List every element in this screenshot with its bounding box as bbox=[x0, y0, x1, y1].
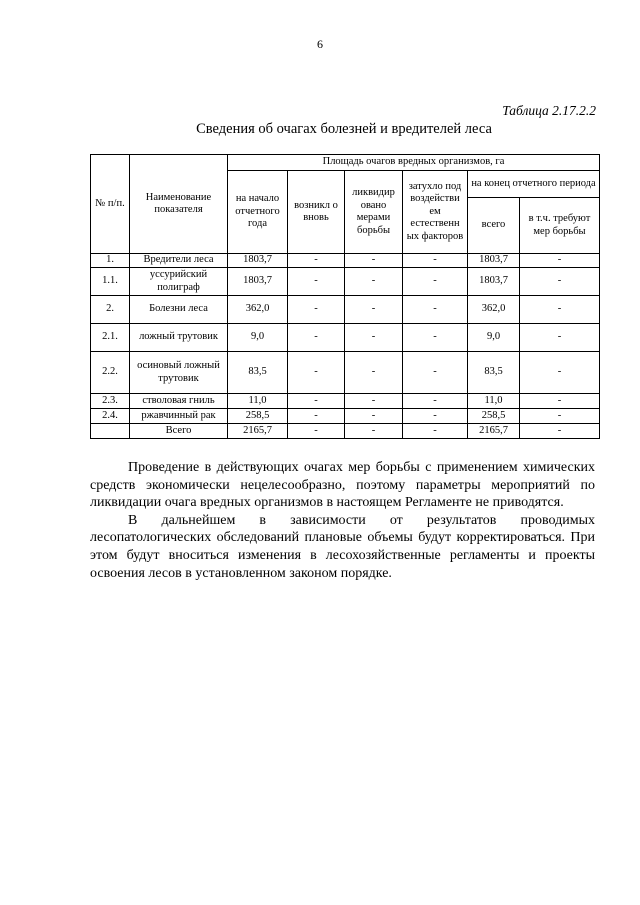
cell-liquidated: - bbox=[345, 424, 403, 439]
paragraph-measures: Проведение в действующих очагах мер борьбы с применением химических средств экономически нецелесообразно, поэтому параметры мероприятий по ликвидации очага вредных организмов в настоящем Регламенте не приводятся. bbox=[90, 460, 595, 511]
cell-new: - bbox=[288, 254, 345, 268]
cell-num: 1. bbox=[91, 254, 130, 268]
cell-start: 258,5 bbox=[228, 409, 288, 424]
cell-end-total: 9,0 bbox=[468, 324, 520, 352]
header-num: № п/п. bbox=[91, 155, 130, 254]
cell-end-total: 1803,7 bbox=[468, 254, 520, 268]
pest-outbreak-table bbox=[90, 154, 600, 439]
cell-liquidated: - bbox=[345, 296, 403, 324]
table-row bbox=[91, 268, 600, 296]
cell-start: 11,0 bbox=[228, 394, 288, 409]
cell-start: 2165,7 bbox=[228, 424, 288, 439]
cell-faded: - bbox=[403, 394, 468, 409]
cell-end-control: - bbox=[520, 268, 600, 296]
cell-faded: - bbox=[403, 409, 468, 424]
header-liquidated: ликвидир овано мерами борьбы bbox=[345, 171, 403, 254]
cell-liquidated: - bbox=[345, 394, 403, 409]
table-row bbox=[91, 324, 600, 352]
cell-liquidated: - bbox=[345, 268, 403, 296]
cell-end-control: - bbox=[520, 352, 600, 394]
header-end-control: в т.ч. требуют мер борьбы bbox=[520, 198, 600, 254]
table-row bbox=[91, 394, 600, 409]
body-text bbox=[90, 459, 595, 582]
cell-name: Всего bbox=[130, 424, 228, 439]
cell-liquidated: - bbox=[345, 409, 403, 424]
table-row-total bbox=[91, 424, 600, 439]
cell-name: стволовая гниль bbox=[130, 394, 228, 409]
cell-num: 2.3. bbox=[91, 394, 130, 409]
cell-num: 1.1. bbox=[91, 268, 130, 296]
cell-faded: - bbox=[403, 268, 468, 296]
table-title: Сведения об очагах болезней и вредителей леса bbox=[196, 121, 492, 137]
cell-end-total: 1803,7 bbox=[468, 268, 520, 296]
paragraph-adjustments: В дальнейшем в зависимости от результатов проводимых лесопатологических обследований плановые объемы будут корректироваться. При этом будут вноситься изменения в лесохозяйственные регламенты и проекты освоения лесов в установленном законом порядке. bbox=[90, 512, 595, 581]
table-row bbox=[91, 254, 600, 268]
table-row bbox=[91, 352, 600, 394]
cell-end-control: - bbox=[520, 409, 600, 424]
cell-start: 1803,7 bbox=[228, 254, 288, 268]
cell-new: - bbox=[288, 394, 345, 409]
table-row bbox=[91, 409, 600, 424]
header-end-total: всего bbox=[468, 198, 520, 254]
header-name: Наименование показателя bbox=[130, 155, 228, 254]
cell-end-total: 2165,7 bbox=[468, 424, 520, 439]
header-new: возникл о вновь bbox=[288, 171, 345, 254]
cell-new: - bbox=[288, 409, 345, 424]
cell-name: ложный трутовик bbox=[130, 324, 228, 352]
cell-new: - bbox=[288, 324, 345, 352]
cell-faded: - bbox=[403, 296, 468, 324]
header-faded: затухло под воздействи ем естественн ых факторов bbox=[403, 171, 468, 254]
cell-num: 2.4. bbox=[91, 409, 130, 424]
cell-name: уссурийский полиграф bbox=[130, 268, 228, 296]
table-row bbox=[91, 296, 600, 324]
page-number: 6 bbox=[317, 37, 323, 51]
cell-new: - bbox=[288, 296, 345, 324]
cell-name: осиновый ложный трутовик bbox=[130, 352, 228, 394]
cell-start: 83,5 bbox=[228, 352, 288, 394]
cell-num: 2. bbox=[91, 296, 130, 324]
cell-faded: - bbox=[403, 352, 468, 394]
cell-faded: - bbox=[403, 424, 468, 439]
cell-end-control: - bbox=[520, 324, 600, 352]
cell-num: 2.2. bbox=[91, 352, 130, 394]
cell-faded: - bbox=[403, 254, 468, 268]
cell-name: ржавчинный рак bbox=[130, 409, 228, 424]
cell-liquidated: - bbox=[345, 352, 403, 394]
cell-end-control: - bbox=[520, 424, 600, 439]
cell-end-total: 362,0 bbox=[468, 296, 520, 324]
cell-name: Вредители леса bbox=[130, 254, 228, 268]
cell-start: 9,0 bbox=[228, 324, 288, 352]
cell-end-control: - bbox=[520, 296, 600, 324]
cell-num bbox=[91, 424, 130, 439]
header-end-group: на конец отчетного периода bbox=[468, 171, 600, 198]
cell-liquidated: - bbox=[345, 254, 403, 268]
cell-end-total: 83,5 bbox=[468, 352, 520, 394]
cell-end-control: - bbox=[520, 254, 600, 268]
cell-liquidated: - bbox=[345, 324, 403, 352]
cell-end-total: 11,0 bbox=[468, 394, 520, 409]
header-start: на начало отчетного года bbox=[228, 171, 288, 254]
cell-new: - bbox=[288, 352, 345, 394]
table-caption: Таблица 2.17.2.2 bbox=[502, 103, 596, 118]
header-area-group: Площадь очагов вредных организмов, га bbox=[228, 155, 600, 171]
cell-start: 362,0 bbox=[228, 296, 288, 324]
cell-end-total: 258,5 bbox=[468, 409, 520, 424]
cell-new: - bbox=[288, 268, 345, 296]
cell-new: - bbox=[288, 424, 345, 439]
cell-start: 1803,7 bbox=[228, 268, 288, 296]
cell-name: Болезни леса bbox=[130, 296, 228, 324]
cell-end-control: - bbox=[520, 394, 600, 409]
cell-faded: - bbox=[403, 324, 468, 352]
cell-num: 2.1. bbox=[91, 324, 130, 352]
